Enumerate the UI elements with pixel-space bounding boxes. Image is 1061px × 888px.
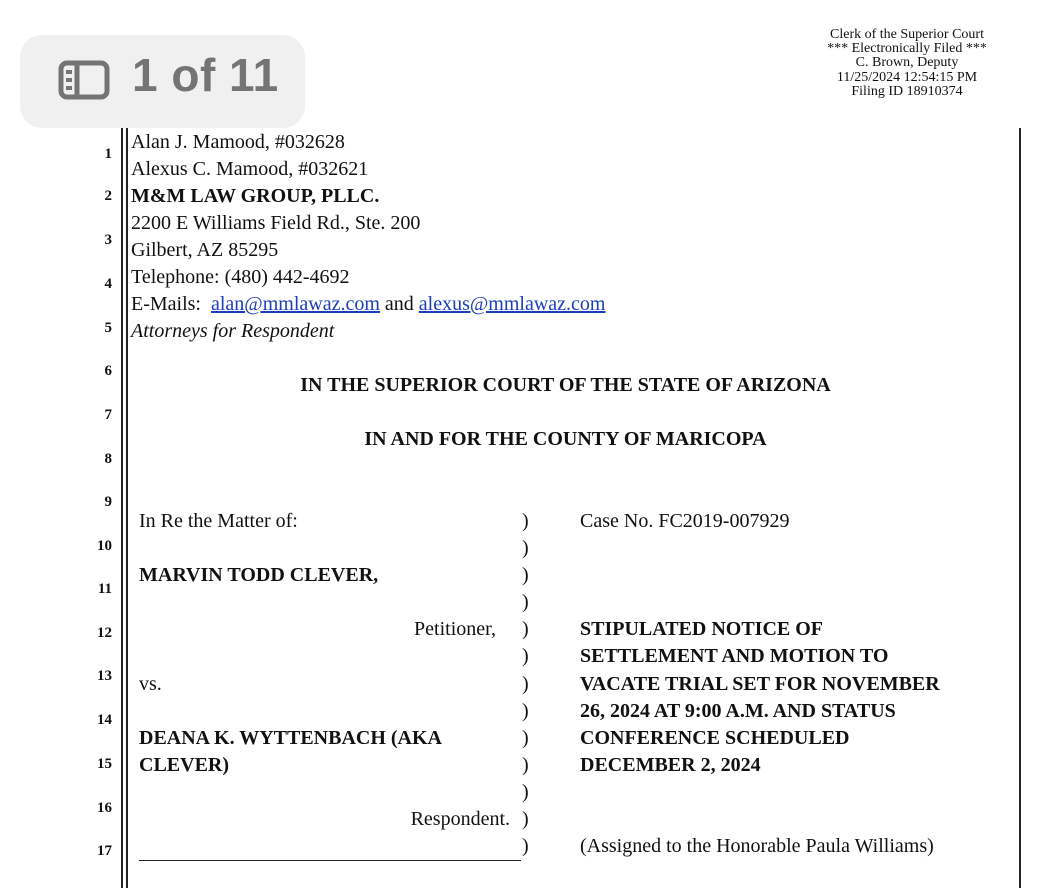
stamp-line: C. Brown, Deputy <box>855 55 959 71</box>
caption-underline <box>139 860 521 861</box>
line-number: 11 <box>97 581 112 597</box>
caption-paren: ) <box>522 673 529 695</box>
document-title-line: STIPULATED NOTICE OF <box>580 618 824 640</box>
respondent-name-2: CLEVER) <box>139 754 230 776</box>
caption-paren: ) <box>522 727 529 749</box>
caption-paren: ) <box>522 754 529 776</box>
assigned-judge: (Assigned to the Honorable Paula Williams) <box>580 835 934 857</box>
document-title-line: CONFERENCE SCHEDULED <box>580 727 850 749</box>
caption-paren: ) <box>522 700 529 722</box>
line-number: 6 <box>104 363 112 379</box>
line-number: 5 <box>104 320 112 336</box>
law-firm-name: M&M LAW GROUP, PLLC. <box>131 185 380 207</box>
caption-paren: ) <box>522 645 529 667</box>
petitioner-name: MARVIN TODD CLEVER, <box>139 564 379 586</box>
caption-paren: ) <box>522 781 529 803</box>
line-number: 2 <box>104 188 112 204</box>
pleading-rule-left-inner <box>126 128 128 888</box>
case-number: Case No. FC2019-007929 <box>580 510 790 532</box>
email-link-alan[interactable]: alan@mmlawaz.com <box>211 293 380 315</box>
line-number: 8 <box>104 451 112 467</box>
line-number: 10 <box>97 538 112 554</box>
respondent-name-1: DEANA K. WYTTENBACH (AKA <box>139 727 442 749</box>
caption-paren: ) <box>522 537 529 559</box>
in-re-label: In Re the Matter of: <box>139 510 298 532</box>
line-number: 9 <box>104 494 112 510</box>
court-heading-1: IN THE SUPERIOR COURT OF THE STATE OF ARIZONA <box>300 374 831 396</box>
caption-paren: ) <box>522 808 529 830</box>
emails-label: E-Mails: <box>131 293 201 315</box>
email-link-alexus[interactable]: alexus@mmlawaz.com <box>418 293 606 315</box>
court-heading-2: IN AND FOR THE COUNTY OF MARICOPA <box>364 428 767 450</box>
stamp-line: Clerk of the Superior Court <box>830 27 984 42</box>
line-number: 15 <box>97 756 112 772</box>
respondent-label: Respondent. <box>410 808 510 830</box>
page-counter-pill[interactable] <box>20 35 305 128</box>
firm-emails <box>131 293 606 315</box>
stamp-line: *** Electronically Filed *** <box>827 41 987 57</box>
stamp-line: 11/25/2024 12:54:15 PM <box>836 69 978 85</box>
attorney-name-2: Alexus C. Mamood, #032621 <box>131 158 369 180</box>
line-number: 13 <box>97 668 112 684</box>
line-number: 3 <box>104 232 112 248</box>
document-title-line: VACATE TRIAL SET FOR NOVEMBER <box>580 673 940 695</box>
pleading-rule-right <box>1019 128 1021 888</box>
caption-paren: ) <box>522 835 529 857</box>
document-title-line: 26, 2024 AT 9:00 A.M. AND STATUS <box>580 700 896 722</box>
attorney-name-1: Alan J. Mamood, #032628 <box>131 131 345 153</box>
caption-paren: ) <box>522 510 529 532</box>
caption-paren: ) <box>522 591 529 613</box>
line-number: 4 <box>104 276 112 292</box>
page-counter-text: 1 of 11 <box>132 49 279 101</box>
pleading-rule-left-outer <box>121 128 123 888</box>
line-number: 14 <box>97 712 112 728</box>
line-number: 7 <box>104 407 112 423</box>
firm-phone: Telephone: (480) 442-4692 <box>131 266 350 288</box>
petitioner-label: Petitioner, <box>414 618 496 640</box>
document-title-line: DECEMBER 2, 2024 <box>580 754 761 776</box>
firm-address-2: Gilbert, AZ 85295 <box>131 239 279 261</box>
stamp-line: Filing ID 18910374 <box>851 83 963 99</box>
firm-address-1: 2200 E Williams Field Rd., Ste. 200 <box>131 212 421 234</box>
caption-paren: ) <box>522 564 529 586</box>
line-number: 12 <box>97 625 112 641</box>
document-title-line: SETTLEMENT AND MOTION TO <box>580 645 889 667</box>
caption-paren: ) <box>522 618 529 640</box>
line-number: 1 <box>104 146 112 162</box>
vs-label: vs. <box>139 673 162 695</box>
line-number: 17 <box>97 843 112 859</box>
page-list-icon <box>58 60 110 100</box>
line-number: 16 <box>97 800 112 816</box>
emails-and: and <box>384 293 414 315</box>
attorneys-for: Attorneys for Respondent <box>131 320 335 342</box>
clerk-filing-stamp <box>795 28 1019 99</box>
